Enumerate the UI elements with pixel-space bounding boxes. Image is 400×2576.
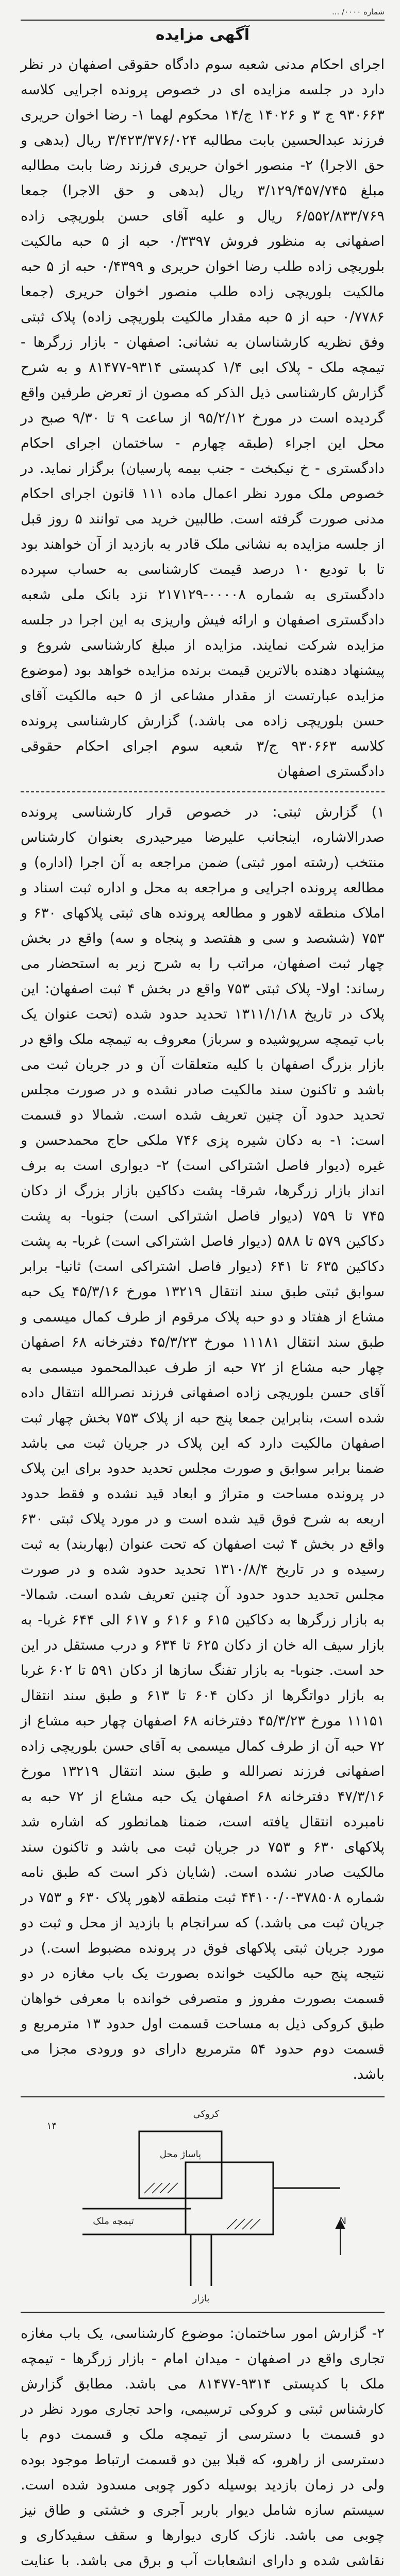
sketch-hatch (144, 2183, 260, 2229)
sketch-title: کروکی (193, 2109, 220, 2120)
sketch-timche-label: تیمچه ملک (93, 2216, 134, 2227)
section-divider (21, 791, 385, 792)
sketch-north-label: N (339, 2216, 346, 2227)
notice-paragraph-registry-report: ۱) گزارش ثبتی: در خصوص قرار کارشناسی پرونده صدرالاشاره، اینجانب علیرضا میرحیدری بعنوان کارشناس منتخب (رشته امور ثبتی) ضمن مراجعه به آن اجرا (اداره) و مطالعه پرونده اجرایی و مراجعه به محل و اداره ثبت اسناد و املاک منطقه لاهور و مطالعه پرونده های ثبتی پلاکهای ۶۳۰ و ۷۵۳ (ششصد و سی و هفتصد و پنجاه و سه) واقع در بخش چهار ثبت اصفهان، مراتب را به شرح زیر به استحضار می رساند: اولا- پلاک ثبتی ۷۵۳ واقع در بخش ۴ ثبت اصفهان: این پلاک در تاریخ ۱۳۱۱/۱/۱۸ تحدید حدود شده (تحت عنوان یک باب تیمچه سرپوشیده و سرباز) معروف به تیمچه ملک واقع در بازار بزرگ اصفهان با کلیه متعلقات آن و در جریان ثبت می باشد و تاکنون سند مالکیت صادر نشده و در صورت مجلس تحدید حدود آن چنین تعریف شده است. شمالا دو قسمت است: ۱- به دکان شیره پزی ۷۴۶ ملکی حاج محمدحسن و غیره (دیوار فاصل اشتراکی است) ۲- دیواری است به برف انداز بازار زرگرها، شرقا- پشت دکاکین بازار بزرگ از دکان ۷۴۵ تا ۷۵۹ (دیوار فاصل اشتراکی است) جنوبا- به پشت دکاکین ۵۷۹ تا ۵۸۸ (دیوار فاصل اشتراکی است) غربا- به پشت دکاکین ۶۳۵ تا ۶۴۱ (دیوار فاصل اشتراکی است) ثانیا- برابر سوابق ثبتی طبق سند انتقال ۱۳۲۱۹ مورخ ۴۵/۳/۱۶ یک حبه مشاع از هفتاد و دو حبه پلاک مرقوم از طرف کمال میسمی و طبق سند انتقال ۱۱۱۸۱ مورخ ۴۵/۳/۲۳ دفترخانه ۶۸ اصفهان چهار حبه مشاع از ۷۲ حبه از طرف عبدالمحمود میسمی به آقای حسن بلوریچی زاده اصفهانی فرزند نصرالله انتقال داده شده است، بنابراین جمعا پنج حبه از پلاک ۷۵۳ بخش چهار ثبت اصفهان مالکیت دارد که این پلاک در جریان ثبت می باشد ضمنا برابر سوابق و صورت مجلس تحدید حدود برای این پلاک در پرونده مساحت و متراژ و ابعاد قید نشده و فقط حدود اربعه به شرح فوق قید شده است و در مورد پلاک ثبتی ۶۳۰ واقع در بخش ۴ ثبت اصفهان که تحت عنوان (بهاربند) به ثبت رسیده و در تاریخ ۱۳۱۰/۸/۴ تحدید حدود شده و در صورت مجلس تحدید حدود حدود آن چنین تعریف شده است. شمالا- به بازار زرگرها به دکاکین ۶۱۵ و ۶۱۶ و ۶۱۷ الی ۶۴۴ غربا- به بازار سیف اله خان از دکان ۶۲۵ تا ۶۳۴ و درب مستقل در این حد است. جنوبا- به بازار تفنگ سازها از دکان ۵۹۱ تا ۶۰۲ غربا به بازار دواتگرها از دکان ۶۰۴ تا ۶۱۳ و طبق سند انتقال ۱۱۱۵۱ مورخ ۴۵/۳/۲۳ دفترخانه ۶۸ اصفهان چهار حبه مشاع از ۷۲ حبه آن از طرف کمال میسمی به آقای حسن بلوریچی زاده اصفهانی فرزند نصرالله و طبق سند انتقال ۱۳۲۱۹ مورخ ۴۷/۳/۱۶ دفترخانه ۶۸ اصفهان یک حبه مشاع از ۷۲ حبه به نامبرده انتقال یافته است، ضمنا همانطور که اشاره شد پلاکهای ۶۳۰ و ۷۵۳ در جریان ثبت می باشد و تاکنون سند مالکیت صادر نشده است. (شایان ذکر است که طبق نامه شماره ۳۷۸۵۰۸-۴۴۱۰۰/۰ ثبت منطقه لاهور پلاک ۶۳۰ و ۷۵۳ در جریان ثبت می باشد.) که سرانجام با بازدید از محل و ثبت دو مورد جریان ثبتی پلاکهای فوق در پرونده مضبوط است.) در نتیجه پنج حبه مالکیت خوانده بصورت یک باب مغازه در دو قسمت بصورت مفروز و متصرفی خوانده با معرفی خواهان طبق کروکی ذیل به مساحت قسمت اول حدود ۱۳ مترمربع و قسمت دوم حدود ۵۴ مترمربع دارای دو ورودی مجزا می باشد. (21, 804, 385, 2082)
sketch-walls (82, 2131, 340, 2286)
sketch-number-label: ۱۴ (46, 2121, 57, 2131)
notice-title: آگهی مزایده (155, 26, 250, 44)
top-strip (21, 0, 385, 21)
sketch-room-upper (139, 2131, 222, 2198)
sketch-bazaar-label: بازار (192, 2293, 210, 2304)
site-sketch (21, 2096, 385, 2313)
sketch-drawing (21, 2100, 385, 2307)
sketch-shop-label: پاساژ محل (159, 2149, 202, 2160)
top-partial-number: شماره ۰۰۰۰/ ... (331, 7, 385, 16)
notice-paragraph-auction: اجرای احکام مدنی شعبه سوم دادگاه حقوقی اصفهان در نظر دارد در جلسه مزایده ای در خصوص پرونده اجرایی کلاسه ۹۳۰۶۶۳ ج ۳ و ۱۴۰۲۶ ج/۱۴ محکوم لهما ۱- رضا اخوان حریری فرزند عبدالحسین بابت مطالبه ۳/۴۲۳/۳۷۶/۰۲۴ ریال (بدهی و حق الاجرا) ۲- منصور اخوان حریری فرزند رضا بابت مطالبه مبلغ ۳/۱۲۹/۴۵۷/۷۴۵ ریال (بدهی و حق الاجرا) جمعا ۶/۵۵۲/۸۳۳/۷۶۹ ریال و علیه آقای حسن بلوریچی زاده اصفهانی به منظور فروش ۰/۳۳۹۷ حبه از ۵ حبه مالکیت بلوریچی زاده طلب رضا اخوان حریری و ۰/۴۳۹۹ حبه از ۵ حبه مالکیت بلوریچی زاده طلب منصور اخوان حریری (جمعا ۰/۷۷۸۶ حبه از ۵ حبه مقدار مالکیت بلوریچی زاده) پلاک ثبتی وفق نظریه کارشناسان به نشانی: اصفهان - بازار زرگرها - تیمچه ملک - پلاک ابی ۱/۴ کدپستی ۹۳۱۴-۸۱۴۷۷ و به شرح گزارش کارشناسی ذیل الذکر که مصون از تعرض طرفین واقع گردیده است در مورخ ۹۵/۲/۱۲ از ساعت ۹ تا ۹/۳۰ صبح در محل این اجراء (طبقه چهارم - ساختمان اجرای احکام دادگستری - خ نیکبخت - جنب بیمه پارسیان) برگزار نماید. در خصوص ملک مورد نظر اعمال ماده ۱۱۱ قانون اجرای احکام مدنی صورت گرفته است. طالبین خرید می توانند ۵ روز قبل از جلسه مزایده به نشانی ملک قادر به بازدید از آن خواهند بود تا با تودیع ۱۰ درصد قیمت کارشناسی به حساب سپرده دادگستری به شماره ۰۰۰۰۸-۲۱۷۱۲۹ نزد بانک ملی شعبه دادگستری اصفهان و ارائه فیش واریزی به این اجرا در جلسه مزایده شرکت نمایند. مزایده از مبلغ کارشناسی شروع و پیشنهاد دهنده بالاترین قیمت برنده مزایده خواهد بود (موضوع مزایده عبارتست از مقدار مشاعی از ۵ حبه مالکیت آقای حسن بلوریچی زاده می باشد.) گزارش کارشناسی پرونده کلاسه ۹۳۰۶۶۳ ج/۳ شعبه سوم اجرای احکام حقوقی دادگستری اصفهان (21, 57, 385, 779)
notice-paragraph-building-report: ۲- گزارش امور ساختمان: موضوع کارشناسی، یک باب مغازه تجاری واقع در اصفهان - میدان امام - بازار زرگرها - تیمچه ملک با کدپستی ۹۳۱۴-۸۱۴۷۷ می باشد. مطابق گزارش کارشناس ثبتی و کروکی ترسیمی، واحد تجاری مورد نظر در دو قسمت با دسترسی از تیمچه ملک و قسمت دوم با دسترسی از راهرو، که قبلا بین دو قسمت ارتباط موجود بوده ولی در زمان بازدید بوسیله دکور چوبی مسدود شده است. سیستم سازه شامل دیوار باربر آجری و خشتی و طاق نیز چوبی می باشد. نازک کاری دیوارها و سقف سفیدکاری و نقاشی شده و دارای انشعابات آب و برق می باشد. با عنایت (21, 2326, 385, 2569)
